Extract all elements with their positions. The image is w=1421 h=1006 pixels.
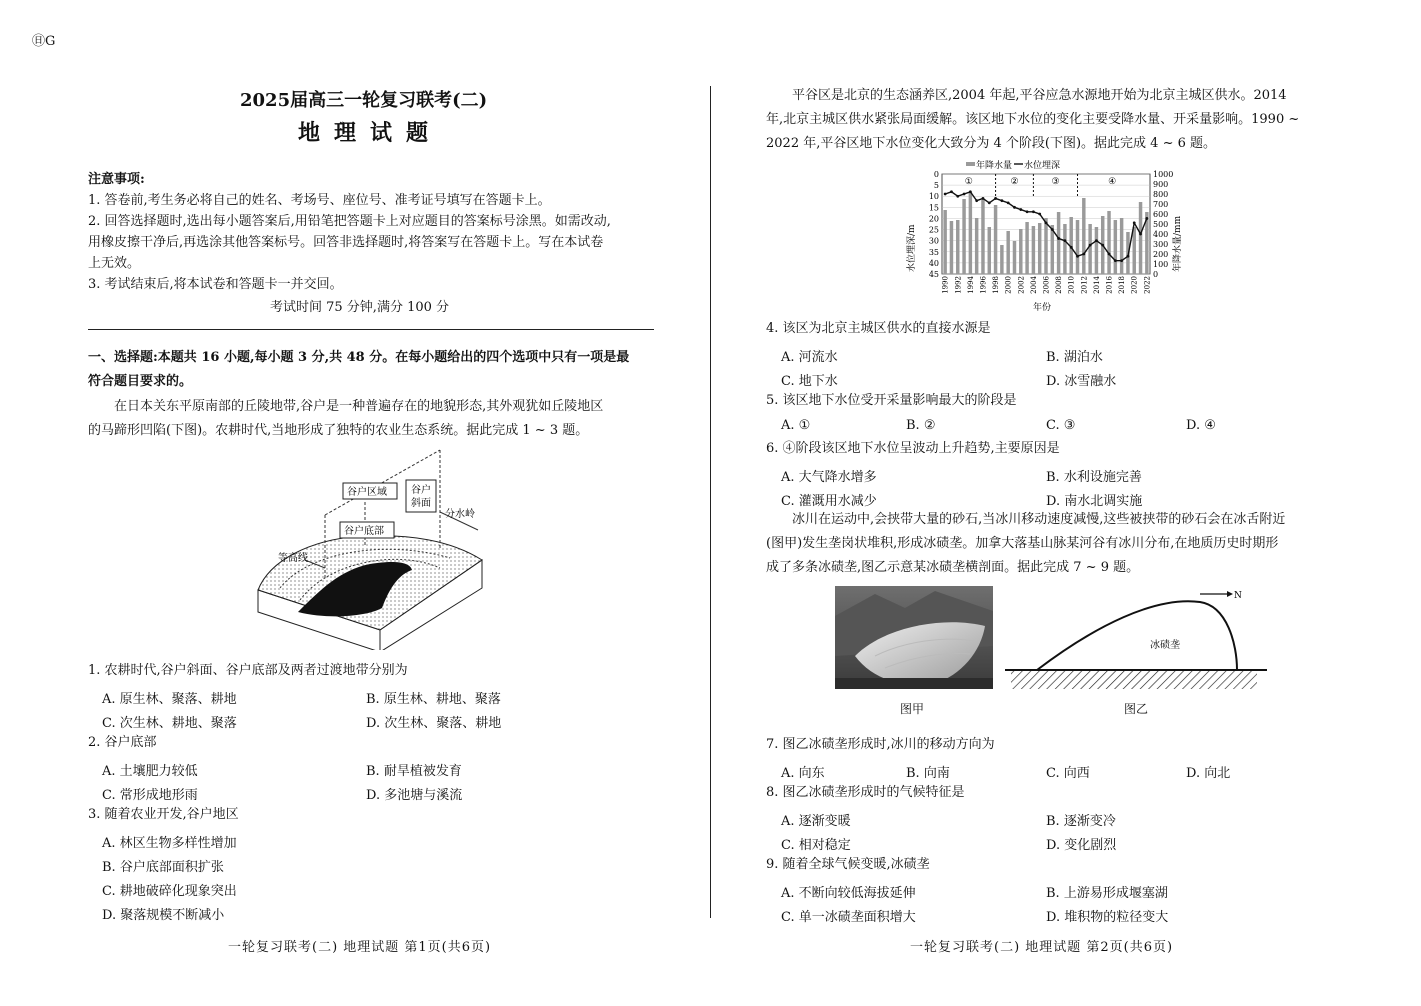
depth-point <box>1045 221 1048 224</box>
section-heading-cont: 符合题目要求的。 <box>88 374 193 389</box>
x-tick-label: 2018 <box>1118 276 1127 294</box>
legend-depth: 水位埋深 <box>1024 161 1061 171</box>
x-tick-label: 1998 <box>992 276 1001 294</box>
precip-bar <box>1107 211 1110 274</box>
passage-line: 成了多条冰碛垄,图乙示意某冰碛垄横剖面。据此完成 7 ~ 9 题。 <box>766 560 1140 575</box>
passage-line: 在日本关东平原南部的丘陵地带,谷户是一种普遍存在的地貌形态,其外观犹如丘陵地区 <box>114 399 604 414</box>
depth-point <box>1019 208 1022 211</box>
precip-bar <box>950 221 953 274</box>
q3-option-b[interactable]: B. 谷户底部面积扩张 <box>102 860 224 875</box>
y-right-tick: 100 <box>1153 260 1169 269</box>
y-left-tick: 10 <box>928 192 939 202</box>
x-tick-label: 1994 <box>966 276 975 294</box>
x-tick-label: 2004 <box>1029 276 1038 294</box>
label-yatsu-slope-1: 谷户 <box>411 485 431 496</box>
precip-bar <box>1114 220 1117 274</box>
precip-bar <box>1063 224 1066 274</box>
stage-label: ④ <box>1108 177 1117 187</box>
q6-option-b[interactable]: B. 水利设施完善 <box>1046 470 1142 485</box>
legend-precip-swatch <box>966 162 975 166</box>
north-arrow-icon <box>1227 591 1233 597</box>
y-right-tick: 1000 <box>1153 170 1174 179</box>
y-left-tick: 40 <box>928 258 939 268</box>
passage-line: 冰川在运动中,会挟带大量的砂石,当冰川移动速度减慢,这些被挟带的砂石会在冰舌附近 <box>792 512 1286 527</box>
y-left-tick: 0 <box>933 170 939 179</box>
depth-point <box>963 193 966 196</box>
q1-option-c[interactable]: C. 次生林、耕地、聚落 <box>102 716 237 731</box>
q3-option-d[interactable]: D. 聚落规模不断减小 <box>102 908 225 923</box>
exam-time: 考试时间 75 分钟,满分 100 分 <box>270 300 450 315</box>
precip-bar <box>1088 224 1091 274</box>
stage-label: ② <box>1010 177 1019 187</box>
precip-bar <box>1006 231 1009 274</box>
q8-option-c[interactable]: C. 相对稳定 <box>781 838 851 853</box>
depth-point <box>1032 210 1035 213</box>
precip-bar <box>1000 245 1003 274</box>
precip-bar <box>1038 223 1041 274</box>
passage-line: (图甲)发生垄岗状堆积,形成冰碛垄。加拿大落基山脉某河谷有冰川分布,在地质历史时期形 <box>766 536 1279 551</box>
groundwater-chart <box>898 154 1198 316</box>
label-yatsu-bottom: 谷户底部 <box>344 526 384 537</box>
q2-option-b[interactable]: B. 耐旱植被发育 <box>366 764 462 779</box>
depth-point <box>1127 255 1130 258</box>
q4-option-c[interactable]: C. 地下水 <box>781 374 838 389</box>
y-right-tick: 200 <box>1153 250 1169 259</box>
x-tick-label: 2008 <box>1055 276 1064 294</box>
figure-jia-caption: 图甲 <box>900 702 925 716</box>
precip-bar <box>994 205 997 274</box>
q6-option-c[interactable]: C. 灌溉用水减少 <box>781 494 877 509</box>
depth-point <box>975 199 978 202</box>
precip-bar <box>1057 212 1060 274</box>
column-divider <box>710 86 711 918</box>
brand-logo: ㊐G <box>32 34 56 49</box>
question-8-stem: 8. 图乙冰碛垄形成时的气候特征是 <box>766 785 965 800</box>
depth-point <box>1064 239 1067 242</box>
y-right-tick: 300 <box>1153 240 1169 249</box>
x-axis-label: 年份 <box>1033 303 1052 313</box>
y-left-tick: 30 <box>928 236 939 246</box>
x-tick-label: 2016 <box>1105 276 1114 294</box>
moraine-profile <box>1037 601 1237 670</box>
passage-line: 2022 年,平谷区地下水位变化大致分为 4 个阶段(下图)。据此完成 4 ~ 6 题。 <box>766 136 1216 151</box>
passage-line: 平谷区是北京的生态涵养区,2004 年起,平谷应急水源地开始为北京主城区供水。2014 <box>792 88 1287 103</box>
question-5-stem: 5. 该区地下水位受开采量影响最大的阶段是 <box>766 393 1017 408</box>
question-2-stem: 2. 谷户底部 <box>88 735 157 750</box>
question-9-stem: 9. 随着全球气候变暖,冰碛垄 <box>766 857 930 872</box>
passage-line: 年,北京主城区供水紧张局面缓解。该区地下水位的变化主要受降水量、开采量影响。1990 ~ <box>766 112 1300 127</box>
y-axis-left-label: 水位埋深/m <box>907 224 917 272</box>
precip-bar <box>1019 229 1022 274</box>
precip-bar <box>962 199 965 274</box>
notice-item: 1. 答卷前,考生务必将自己的姓名、考场号、座位号、准考证号填写在答题卡上。 <box>88 193 551 208</box>
question-6-stem: 6. ④阶段该区地下水位呈波动上升趋势,主要原因是 <box>766 441 1060 456</box>
y-axis-right-label: 年降水量/mm <box>1173 215 1183 272</box>
y-right-tick: 800 <box>1153 190 1169 199</box>
question-7-stem: 7. 图乙冰碛垄形成时,冰川的移动方向为 <box>766 737 995 752</box>
depth-point <box>1120 259 1123 262</box>
label-yatsu-area: 谷户区域 <box>347 487 387 498</box>
precip-bar <box>1044 218 1047 274</box>
depth-point <box>1114 259 1117 262</box>
depth-point <box>982 197 985 200</box>
label-yatsu-slope-2: 斜面 <box>411 498 431 509</box>
y-left-tick: 35 <box>928 247 939 257</box>
depth-point <box>1000 199 1003 202</box>
depth-point <box>1076 255 1079 258</box>
q9-option-a[interactable]: A. 不断向较低海拔延伸 <box>781 886 916 901</box>
depth-point <box>1038 213 1041 216</box>
y-right-tick: 400 <box>1153 230 1169 239</box>
glacier-photo <box>835 586 993 689</box>
yatsu-diagram <box>250 440 510 650</box>
q7-option-b[interactable]: B. 向南 <box>906 766 950 781</box>
depth-point <box>950 190 953 193</box>
q4-option-d[interactable]: D. 冰雪融水 <box>1046 374 1117 389</box>
precip-bar <box>1133 227 1136 274</box>
depth-point <box>1007 201 1010 204</box>
x-tick-label: 2022 <box>1143 276 1152 294</box>
label-contour: 等高线 <box>278 553 308 564</box>
x-tick-label: 2002 <box>1017 276 1026 294</box>
q5-option-a[interactable]: A. ① <box>781 418 811 433</box>
precip-bar <box>1139 202 1142 274</box>
q5-option-c[interactable]: C. ③ <box>1046 418 1076 433</box>
depth-point <box>988 201 991 204</box>
depth-point <box>1145 217 1148 220</box>
depth-point <box>1070 246 1073 249</box>
depth-point <box>969 190 972 193</box>
y-left-tick: 45 <box>928 270 939 279</box>
label-divide: 分水岭 <box>445 509 475 520</box>
y-right-tick: 600 <box>1153 210 1169 219</box>
footer-right: 一轮复习联考(二) 地理试题 第2页(共6页) <box>910 940 1174 955</box>
precip-bar <box>956 220 959 274</box>
depth-point <box>1101 244 1104 247</box>
q6-option-d[interactable]: D. 南水北调实施 <box>1046 494 1143 509</box>
notice-item: 上无效。 <box>88 256 141 271</box>
stage-label: ③ <box>1051 177 1060 187</box>
q1-option-a[interactable]: A. 原生林、聚落、耕地 <box>102 692 237 707</box>
precip-bar <box>1095 227 1098 274</box>
header-rule <box>88 329 654 330</box>
depth-point <box>1089 244 1092 247</box>
depth-point <box>1095 239 1098 242</box>
precip-bar <box>1082 198 1085 274</box>
exam-title: 2025届高三一轮复习联考(二) <box>240 90 488 111</box>
q3-option-a[interactable]: A. 林区生物多样性增加 <box>102 836 237 851</box>
q9-option-c[interactable]: C. 单一冰碛垄面积增大 <box>781 910 916 925</box>
depth-point <box>994 197 997 200</box>
q3-option-c[interactable]: C. 耕地破碎化现象突出 <box>102 884 237 899</box>
notice-item: 用橡皮擦干净后,再选涂其他答案标号。回答非选择题时,将答案写在答题卡上。写在本试卷 <box>88 235 604 250</box>
stage-label: ① <box>964 177 973 187</box>
x-tick-label: 1996 <box>979 276 988 294</box>
q7-option-c[interactable]: C. 向西 <box>1046 766 1090 781</box>
notice-heading: 注意事项: <box>88 172 145 187</box>
depth-point <box>1133 221 1136 224</box>
q5-option-d[interactable]: D. ④ <box>1186 418 1216 433</box>
x-tick-label: 1992 <box>954 276 963 294</box>
precip-bar <box>1025 222 1028 274</box>
q2-option-c[interactable]: C. 常形成地形雨 <box>102 788 198 803</box>
depth-point <box>1139 233 1142 236</box>
precip-bar <box>943 210 946 274</box>
y-left-tick: 20 <box>928 214 939 224</box>
q8-option-b[interactable]: B. 逐渐变冷 <box>1046 814 1116 829</box>
precip-bar <box>981 200 984 274</box>
moraine-label: 冰碛垄 <box>1150 640 1180 651</box>
q4-option-a[interactable]: A. 河流水 <box>781 350 838 365</box>
q1-option-b[interactable]: B. 原生林、耕地、聚落 <box>366 692 501 707</box>
precip-bar <box>1032 226 1035 274</box>
q9-option-b[interactable]: B. 上游易形成堰塞湖 <box>1046 886 1168 901</box>
question-1-stem: 1. 农耕时代,谷户斜面、谷户底部及两者过渡地带分别为 <box>88 663 408 678</box>
depth-point <box>1026 210 1029 213</box>
y-left-tick: 5 <box>933 181 939 191</box>
q4-option-b[interactable]: B. 湖泊水 <box>1046 350 1103 365</box>
q7-option-d[interactable]: D. 向北 <box>1186 766 1231 781</box>
q5-option-b[interactable]: B. ② <box>906 418 936 433</box>
x-tick-label: 2000 <box>1004 276 1013 294</box>
footer-left: 一轮复习联考(二) 地理试题 第1页(共6页) <box>228 940 492 955</box>
depth-point <box>956 195 959 198</box>
x-tick-label: 2010 <box>1067 276 1076 294</box>
q8-option-a[interactable]: A. 逐渐变暖 <box>781 814 851 829</box>
passage-line: 的马蹄形凹陷(下图)。农耕时代,当地形成了独特的农业生态系统。据此完成 1 ~ 3 题。 <box>88 423 589 438</box>
y-right-tick: 0 <box>1153 270 1159 279</box>
q6-option-a[interactable]: A. 大气降水增多 <box>781 470 877 485</box>
question-3-stem: 3. 随着农业开发,谷户地区 <box>88 807 239 822</box>
q2-option-a[interactable]: A. 土壤肥力较低 <box>102 764 198 779</box>
moraine-section <box>1005 586 1270 694</box>
precip-bar <box>988 227 991 274</box>
q1-option-d[interactable]: D. 次生林、聚落、耕地 <box>366 716 502 731</box>
q9-option-d[interactable]: D. 堆积物的粒径变大 <box>1046 910 1169 925</box>
legend-precip: 年降水量 <box>976 161 1013 171</box>
y-left-tick: 25 <box>928 225 939 235</box>
y-right-tick: 500 <box>1153 220 1169 229</box>
question-4-stem: 4. 该区为北京主城区供水的直接水源是 <box>766 321 991 336</box>
x-tick-label: 1990 <box>941 276 950 294</box>
subject-title: 地理试题 <box>298 120 443 146</box>
y-right-tick: 900 <box>1153 180 1169 189</box>
q7-option-a[interactable]: A. 向东 <box>781 766 825 781</box>
depth-point <box>1082 253 1085 256</box>
precip-bar <box>1013 241 1016 274</box>
x-tick-label: 2020 <box>1130 276 1139 294</box>
x-tick-label: 2014 <box>1092 276 1101 294</box>
section-heading: 一、选择题:本题共 16 小题,每小题 3 分,共 48 分。在每小题给出的四个选项中只有一项是最 <box>88 350 630 365</box>
depth-point <box>1108 253 1111 256</box>
north-label: N <box>1234 591 1242 601</box>
notice-item: 3. 考试结束后,将本试卷和答题卡一并交回。 <box>88 277 343 292</box>
precip-bar <box>969 192 972 274</box>
depth-point <box>944 193 947 196</box>
q2-option-d[interactable]: D. 多池塘与溪流 <box>366 788 463 803</box>
q8-option-d[interactable]: D. 变化剧烈 <box>1046 838 1117 853</box>
precip-bar <box>975 218 978 274</box>
y-right-tick: 700 <box>1153 200 1169 209</box>
depth-point <box>1057 237 1060 240</box>
precip-bar <box>1076 220 1079 274</box>
figure-yi-caption: 图乙 <box>1124 702 1149 716</box>
precip-bar <box>1120 218 1123 274</box>
y-left-tick: 15 <box>928 203 939 213</box>
notice-item: 2. 回答选择题时,选出每小题答案后,用铅笔把答题卡上对应题目的答案标号涂黑。如需改动, <box>88 214 611 229</box>
x-tick-label: 2012 <box>1080 276 1089 294</box>
depth-point <box>1051 228 1054 231</box>
x-tick-label: 2006 <box>1042 276 1051 294</box>
depth-point <box>1013 206 1016 209</box>
